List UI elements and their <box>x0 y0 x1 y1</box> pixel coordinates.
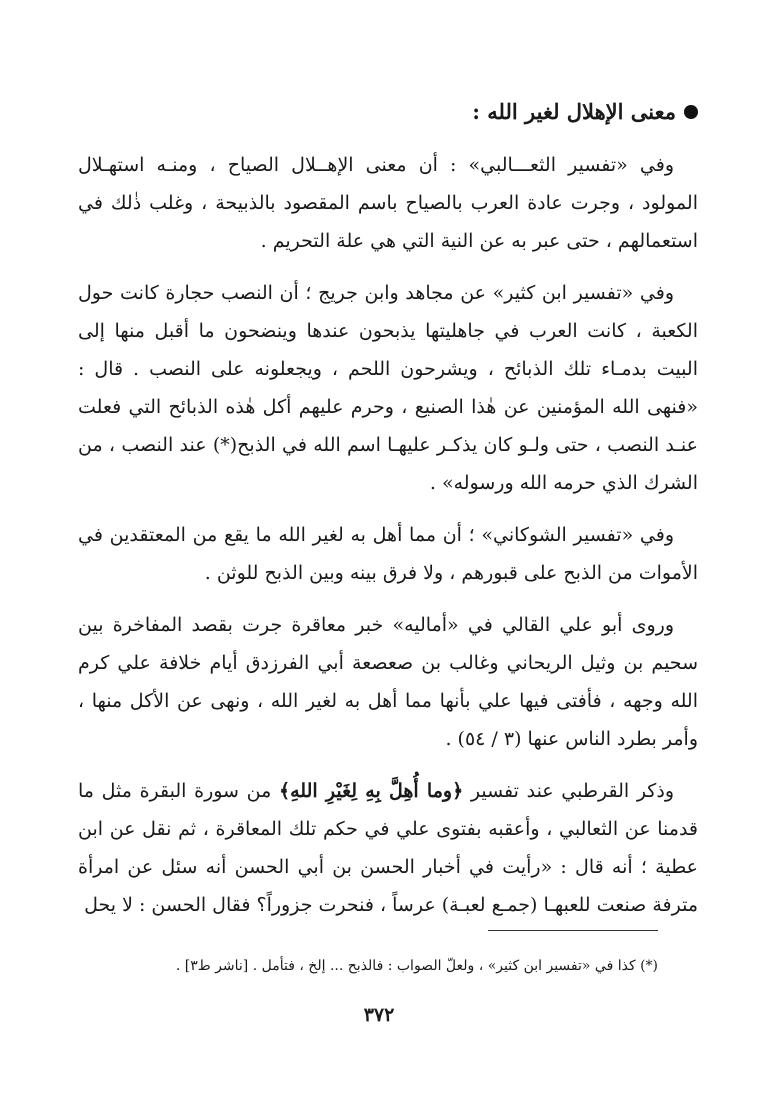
bullet-icon <box>684 105 698 119</box>
footnote: (*) كذا في «تفسير ابن كثير» ، ولعلّ الصواب : فالذبح ... إلخ ، فتأمل . [ناشر ط٣] . <box>175 958 658 974</box>
section-heading-text: معنى الإهلال لغير الله : <box>472 99 676 124</box>
section-heading <box>78 92 698 132</box>
page-body <box>78 92 698 938</box>
paragraph-ibn-kathir: وفي «تفسير ابن كثير» عن مجاهد وابن جريج ؛ أن النصب حجارة كانت حول الكعبة ، كانت العرب في جاهليتها يذبحون عندها وينضحون ما أقبل منها إلى البيت بدمـاء تلك الذبائح ، ويشرحون اللحم ، ويجعلونه على النصب . قال : «فنهى الله المؤمنين عن هٰذا الصنيع ، وحرم عليهم أكل هٰذه الذبائح التي فعلت عنـد النصب ، حتى ولـو كان يذكـر عليهـا اسم الله في الذبح(*) عند النصب ، من الشرك الذي حرمه الله ورسوله» . <box>78 282 698 494</box>
paragraph-qurtubi-start: وذكر القرطبي عند تفسير <box>463 780 674 802</box>
footnote-divider <box>488 930 658 931</box>
paragraph-qali: وروى أبو علي القالي في «أماليه» خبر معاقرة جرت بقصد المفاخرة بين سحيم بن وثيل الريحاني وغالب بن صعصعة أبي الفرزدق أيام خلافة علي كرم الله وجهه ، فأفتى فيها علي بأنها مما أهل به لغير الله ، ونهى عن الأكل منها ، وأمر بطرد الناس عنها (٣ / ٥٤) . <box>78 614 698 750</box>
paragraph-qurtubi-end: من سورة البقرة مثل ما قدمنا عن الثعالبي ، وأعقبه بفتوى علي في حكم تلك المعاقرة ، ثم نقل عن ابن عطية ؛ أنه قال : «رأيت في أخبار الحسن بن أبي الحسن أنه سئل عن امرأة مترفة صنعت للعبهـا (جمـع لعبـة) عرساً ، فنحرت جزوراً؟ فقال الحسن : لا يحل <box>78 780 698 916</box>
quran-verse: ﴿وما أُهِلَّ بِهِ لِغَيْرِ اللهِ﴾ <box>278 780 464 802</box>
paragraph-thaalibi: وفي «تفسير الثعـــالبي» : أن معنى الإهــلال الصياح ، ومنـه استهـلال المولود ، وجرت عادة العرب بالصياح باسم المقصود بالذبيحة ، وغلب ذٰلك في استعمالهم ، حتى عبر به عن النية التي هي علة التحريم . <box>78 154 698 252</box>
paragraph-qurtubi <box>78 772 698 924</box>
page-number: ٣٧٢ <box>363 1004 395 1026</box>
paragraph-shawkani: وفي «تفسير الشوكاني» ؛ أن مما أهل به لغير الله ما يقع من المعتقدين في الأموات من الذبح على قبورهم ، ولا فرق بينه وبين الذبح للوثن . <box>78 524 698 584</box>
